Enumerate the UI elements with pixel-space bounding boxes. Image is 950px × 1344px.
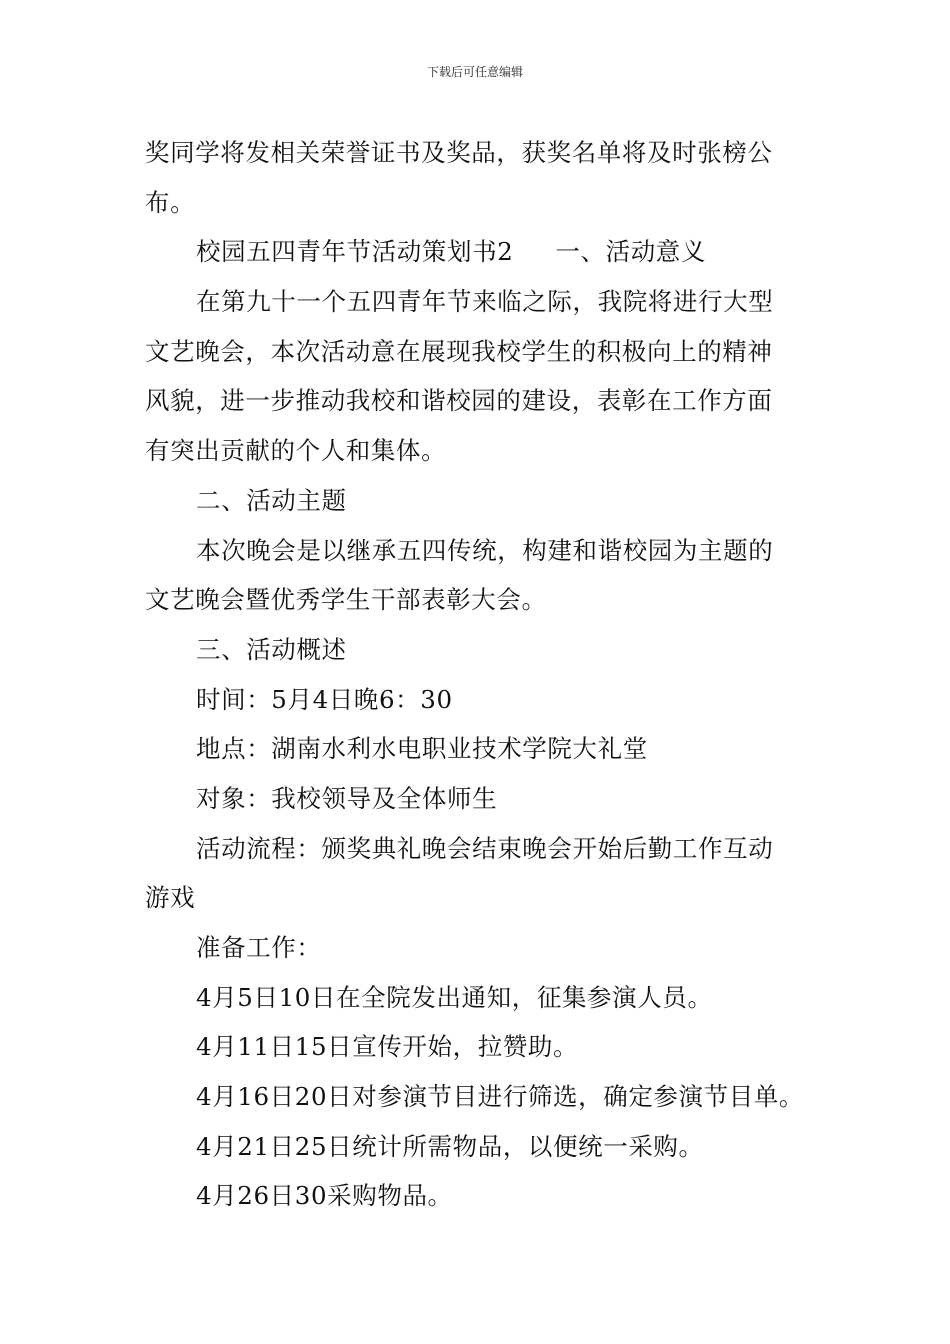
paragraph-line: 本次晚会是以继承五四传统，构建和谐校园为主题的 <box>196 535 774 565</box>
schedule-item: 4月11日15日宣传开始，拉赞助。 <box>196 1032 579 1062</box>
section-heading: 一、活动意义 <box>555 237 706 267</box>
schedule-item: 4月21日25日统计所需物品，以便统一采购。 <box>196 1131 704 1161</box>
document-body <box>145 128 815 1221</box>
paragraph-line: 有突出贡献的个人和集体。 <box>145 436 447 466</box>
schedule-item: 4月16日20日对参演节目进行筛选，确定参演节目单。 <box>196 1082 805 1112</box>
document-title-line <box>145 227 815 277</box>
detail-line: 地点：湖南水利水电职业技术学院大礼堂 <box>196 734 648 764</box>
section-heading: 三、活动概述 <box>196 634 347 664</box>
detail-line: 活动流程：颁奖典礼晚会结束晚会开始后勤工作互动 <box>196 833 774 863</box>
paragraph-line: 奖同学将发相关荣誉证书及奖品，获奖名单将及时张榜公 <box>145 138 773 167</box>
paragraph-line: 布。 <box>145 187 196 217</box>
detail-line: 时间：5月4日晚6：30 <box>196 684 453 714</box>
detail-line: 准备工作： <box>196 933 322 962</box>
page-header: 下载后可任意编辑 <box>426 65 523 79</box>
paragraph-line: 在第九十一个五四青年节来临之际，我院将进行大型 <box>196 287 774 317</box>
paragraph-line: 风貌，进一步推动我校和谐校园的建设，表彰在工作方面 <box>145 386 773 416</box>
document-title: 校园五四青年节活动策划书2 <box>196 237 514 267</box>
paragraph-line: 文艺晚会暨优秀学生干部表彰大会。 <box>145 585 547 615</box>
section-heading: 二、活动主题 <box>196 485 347 515</box>
paragraph-line: 文艺晚会，本次活动意在展现我校学生的积极向上的精神 <box>145 336 773 366</box>
detail-line: 游戏 <box>145 883 196 913</box>
detail-line: 对象：我校领导及全体师生 <box>196 783 498 813</box>
schedule-item: 4月5日10日在全院发出通知，征集参演人员。 <box>196 982 713 1012</box>
schedule-item: 4月26日30采购物品。 <box>196 1181 453 1211</box>
